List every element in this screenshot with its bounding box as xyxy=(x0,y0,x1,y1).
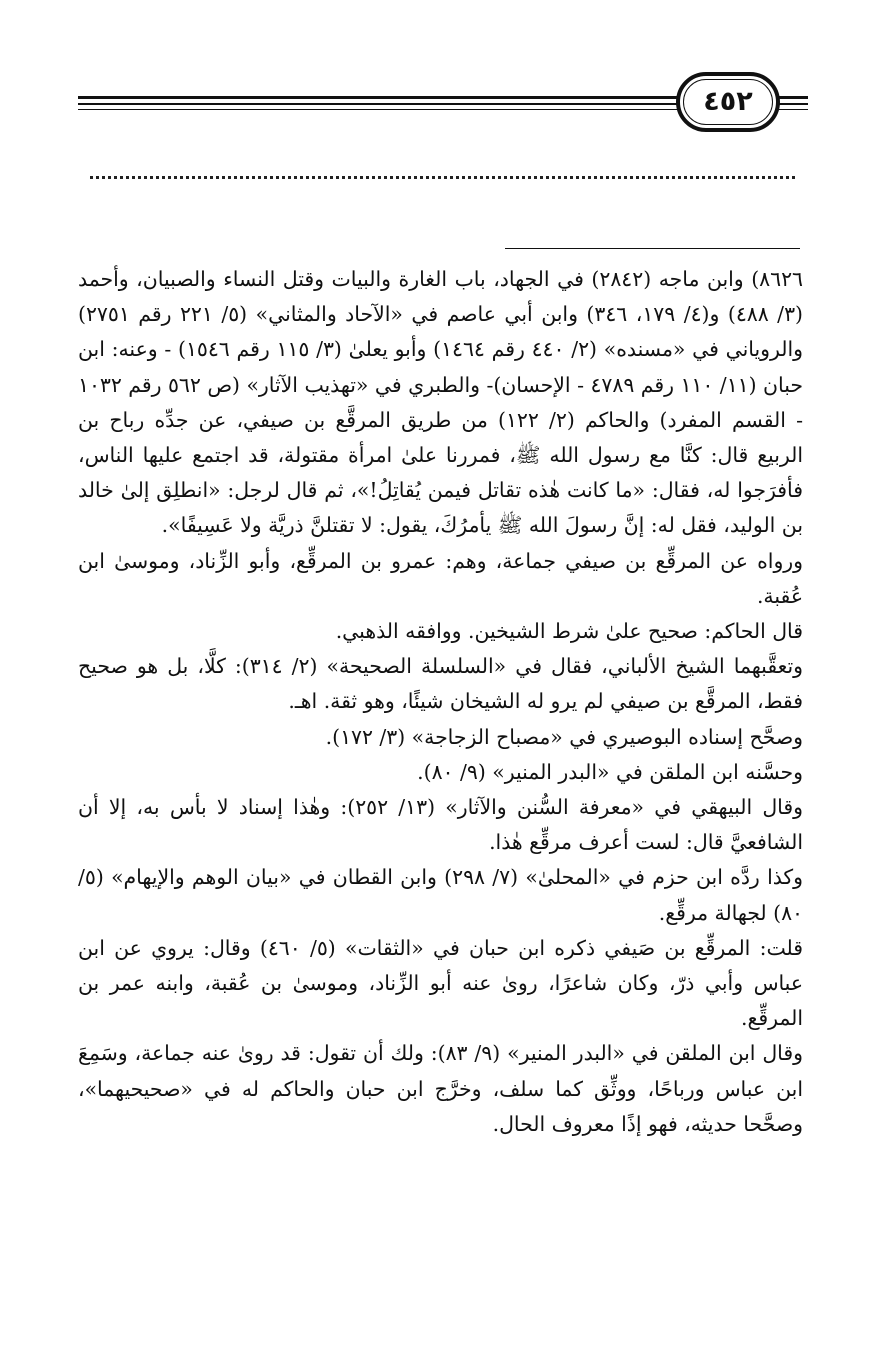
paragraph: وقال البيهقي في «معرفة السُّنن والآثار» (١٣/ ٢٥٢): وهٰذا إسناد لا بأس به، إلا أن الشافعيَّ قال: لست أعرف مرقِّع هٰذا. xyxy=(78,795,803,855)
page-header xyxy=(78,70,808,136)
page-number-badge xyxy=(676,72,780,132)
paragraph: وقال ابن الملقن في «البدر المنير» (٩/ ٨٣): ولك أن تقول: قد روىٰ عنه جماعة، وسَمِعَ ابن عباس ورباحًا، ووثِّق كما سلف، وخرَّج ابن حبان والحاكم له في «صحيحيهما»، وصحَّحا حديثه، فهو إذًا معروف الحال. xyxy=(78,1041,803,1136)
footnote-rule xyxy=(505,248,800,249)
paragraph: قال الحاكم: صحيح علىٰ شرط الشيخين. ووافقه الذهبي. xyxy=(335,619,803,644)
paragraph: ٨٦٢٦) وابن ماجه (٢٨٤٢) في الجهاد، باب الغارة والبيات وقتل النساء والصبيان، وأحمد (٣/ ٤٨٨) و(٤/ ١٧٩، ٣٤٦) وابن أبي عاصم في «الآحاد والمثاني» (٥/ ٢٢١ رقم ٢٧٥١) والروياني في «مسنده» (٢/ ٤٤٠ رقم ١٤٦٤) وأبو يعلىٰ (٣/ ١١٥ رقم ١٥٤٦) - وعنه: ابن حبان (١١/ ١١٠ رقم ٤٧٨٩ - الإحسان)- والطبري في «تهذيب الآثار» (ص ٥٦٢ رقم ١٠٣٢ - القسم المفرد) والحاكم (٢/ ١٢٢) من طريق المرقَّع بن صيفي، عن جدِّه رباح بن الربيع قال: كنَّا مع رسول الله ﷺ، فمررنا علىٰ امرأة مقتولة، قد اجتمع عليها الناس، فأفرَجوا له، فقال: «ما كانت هٰذه تقاتل فيمن يُقاتِلُ!»، ثم قال لرجل: «انطلِق إلىٰ خالد بن الوليد، فقل له: إنَّ رسولَ الله ﷺ يأمرُكَ، يقول: لا تقتلنَّ ذريَّة ولا عَسِيفًا». xyxy=(78,267,803,538)
paragraph: وصحَّح إسناده البوصيري في «مصباح الزجاجة» (٣/ ١٧٢). xyxy=(325,724,803,749)
page-number: ٤٥٢ xyxy=(703,85,753,117)
dotted-separator xyxy=(90,176,795,179)
paragraph: وكذا ردَّه ابن حزم في «المحلىٰ» (٧/ ٢٩٨) وابن القطان في «بيان الوهم والإيهام» (٥/ ٨٠) لجهالة مرقِّع. xyxy=(78,865,803,925)
paragraph: وتعقَّبهما الشيخ الألباني، فقال في «السلسلة الصحيحة» (٢/ ٣١٤): كلَّا، بل هو صحيح فقط، المرقَّع بن صيفي لم يرو له الشيخان شيئًا، وهو ثقة. اهـ. xyxy=(78,654,804,714)
footnote-text xyxy=(78,262,803,1142)
paragraph: ورواه عن المرقِّع بن صيفي جماعة، وهم: عمرو بن المرقِّع، وأبو الزِّناد، وموسىٰ ابن عُقبة. xyxy=(78,548,803,608)
paragraph: قلت: المرقِّع بن صَيفي ذكره ابن حبان في «الثقات» (٥/ ٤٦٠) وقال: يروي عن ابن عباس وأبي ذرّ، وكان شاعرًا، روىٰ عنه أبو الزِّناد، وموسىٰ بن عُقبة، وابنه عمر بن المرقِّع. xyxy=(78,935,803,1031)
paragraph: وحسَّنه ابن الملقن في «البدر المنير» (٩/ ٨٠). xyxy=(417,759,803,784)
